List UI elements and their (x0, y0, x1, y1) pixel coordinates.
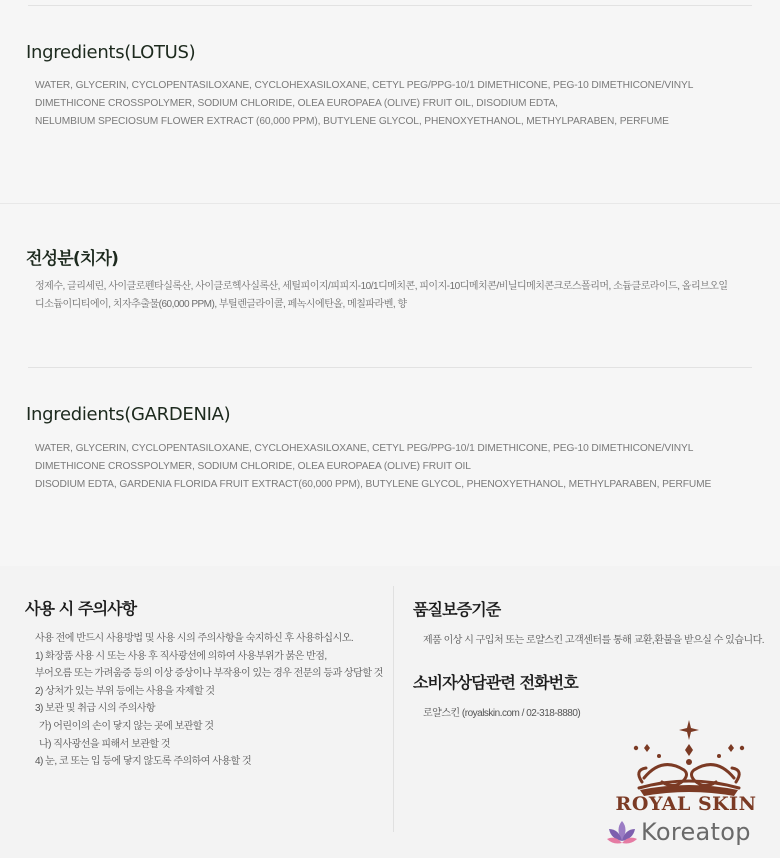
top-divider (28, 5, 752, 6)
caution-line: 사용 전에 반드시 사용방법 및 사용 시의 주의사항을 숙지하신 후 사용하십시오. (35, 633, 354, 644)
gardenia-ingredients-list (35, 440, 711, 494)
lotus-icon (605, 817, 639, 847)
caution-line: 가) 어린이의 손이 닿지 않는 곳에 보관할 것 (39, 720, 214, 732)
ingredients-line: DIMETHICONE CROSSPOLYMER, SODIUM CHLORIDE, OLEA EUROPAEA (OLIVE) FRUIT OIL (35, 461, 471, 472)
caution-line: 4) 눈, 코 또는 입 등에 닿지 않도록 주의하여 사용할 것 (35, 756, 252, 768)
ingredients-line: 정제수, 글리세린, 사이클로펜타실록산, 사이클로헥사실록산, 세틸피이지/피피지-10/1디메치콘, 피이지-10디메치콘/비닐디메치콘크로스폴리머, 소듐클로라이드, 올리브오일 (35, 281, 728, 292)
ingredients-line: DISODIUM EDTA, GARDENIA FLORIDA FRUIT EXTRACT(60,000 PPM), BUTYLENE GLYCOL, PHENOXYETHANOL, METHYLPARABEN, PERFUME (35, 479, 712, 490)
contact-heading: 소비자상담관련 전화번호 (413, 673, 578, 692)
lotus-ingredients-heading: Ingredients(LOTUS) (26, 42, 196, 63)
gardenia-ingredients-heading: Ingredients(GARDENIA) (26, 404, 231, 425)
caution-line: 2) 상처가 있는 부위 등에는 사용을 자제할 것 (35, 685, 215, 697)
lotus-ingredients-list (35, 77, 693, 131)
quality-text: 제품 이상 시 구입처 또는 로얄스킨 고객센터를 통해 교환,환불을 받으실 수 있습니다. (423, 635, 765, 646)
gardenia-kr-ingredients-list (35, 278, 728, 314)
caution-line: 부어오름 또는 가려움증 등의 이상 증상이나 부작용이 있는 경우 전문의 등과 상담할 것 (35, 668, 383, 680)
ingredients-line: WATER, GLYCERIN, CYCLOPENTASILOXANE, CYCLOHEXASILOXANE, CETYL PEG/PPG-10/1 DIMETHICONE, PEG-10 DIMETHICONE/VINYL (35, 443, 694, 454)
caution-heading: 사용 시 주의사항 (25, 599, 137, 618)
quality-heading: 품질보증기준 (413, 600, 501, 619)
ingredients-line: WATER, GLYCERIN, CYCLOPENTASILOXANE, CYCLOHEXASILOXANE, CETYL PEG/PPG-10/1 DIMETHICONE, PEG-10 DIMETHICONE/VINYL (35, 80, 694, 91)
caution-line: 나) 직사광선을 피해서 보관할 것 (39, 738, 171, 750)
koreatop-logo (605, 817, 775, 849)
ingredients-line: DIMETHICONE CROSSPOLYMER, SODIUM CHLORIDE, OLEA EUROPAEA (OLIVE) FRUIT OIL, DISODIUM EDTA, (35, 98, 558, 109)
caution-list (35, 630, 383, 771)
ingredients-line: NELUMBIUM SPECIOSUM FLOWER EXTRACT (60,000 PPM), BUTYLENE GLYCOL, PHENOXYETHANOL, METHYLPARABEN, PERFUME (35, 116, 669, 127)
column-divider (393, 586, 394, 832)
royal-skin-wordmark: ROYAL SKIN (615, 793, 757, 815)
caution-line: 1) 화장품 사용 시 또는 사용 후 직사광선에 의하여 사용부위가 붉은 반점, (35, 650, 327, 662)
section-divider (28, 367, 752, 368)
caution-line: 3) 보관 및 취급 시의 주의사항 (35, 703, 156, 715)
section-divider (0, 203, 780, 204)
ingredients-line: 디소듐이디티에이, 치자추출물(60,000 PPM), 부틸렌글라이콜, 페녹시에탄올, 메칠파라벤, 향 (35, 299, 407, 310)
contact-text: 로얄스킨 (royalskin.com / 02-318-8880) (423, 708, 581, 719)
koreatop-wordmark: Koreatop (641, 818, 751, 846)
gardenia-kr-heading: 전성분(치자) (26, 249, 119, 269)
